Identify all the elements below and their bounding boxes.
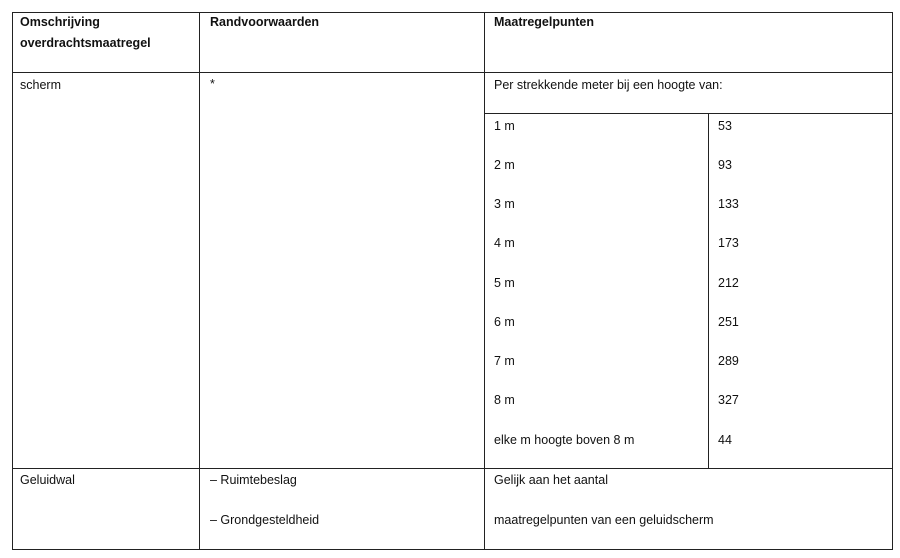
subcol-divider [708, 113, 709, 469]
col-divider-1 [199, 12, 200, 550]
height-cell: 6 m [494, 315, 515, 329]
height-cell: 2 m [494, 158, 515, 172]
points-cell: 251 [718, 315, 739, 329]
intro-divider [484, 113, 893, 114]
row-condition-scherm: * [210, 77, 215, 91]
scherm-intro: Per strekkende meter bij een hoogte van: [494, 78, 723, 92]
points-cell: 44 [718, 433, 732, 447]
header-maatregelpunten: Maatregelpunten [494, 15, 595, 29]
header-divider [12, 72, 893, 73]
height-cell: 1 m [494, 119, 515, 133]
geluidwal-points-line1: Gelijk aan het aantal [494, 473, 608, 487]
table-border-left [12, 12, 13, 550]
height-cell: 3 m [494, 197, 515, 211]
points-cell: 53 [718, 119, 732, 133]
geluidwal-points-line2: maatregelpunten van een geluidscherm [494, 513, 714, 527]
points-cell: 133 [718, 197, 739, 211]
condition-ruimtebeslag: – Ruimtebeslag [210, 473, 297, 487]
row-label-geluidwal: Geluidwal [20, 473, 75, 487]
height-cell: 7 m [494, 354, 515, 368]
points-cell: 93 [718, 158, 732, 172]
header-overdrachtsmaatregel: overdrachtsmaatregel [20, 36, 151, 50]
table-border-right [892, 12, 893, 550]
points-cell: 289 [718, 354, 739, 368]
points-cell: 327 [718, 393, 739, 407]
header-omschrijving: Omschrijving [20, 15, 100, 29]
table-border-top [12, 12, 893, 13]
row-label-scherm: scherm [20, 78, 61, 92]
condition-grondgesteldheid: – Grondgesteldheid [210, 513, 320, 527]
height-cell: 8 m [494, 393, 515, 407]
points-cell: 212 [718, 276, 739, 290]
row-divider [12, 468, 893, 469]
points-cell: 173 [718, 236, 739, 250]
height-cell: 5 m [494, 276, 515, 290]
header-randvoorwaarden: Randvoorwaarden [210, 15, 320, 29]
table-border-bottom [12, 549, 893, 550]
height-cell: 4 m [494, 236, 515, 250]
col-divider-2 [484, 12, 485, 550]
height-cell: elke m hoogte boven 8 m [494, 433, 635, 447]
